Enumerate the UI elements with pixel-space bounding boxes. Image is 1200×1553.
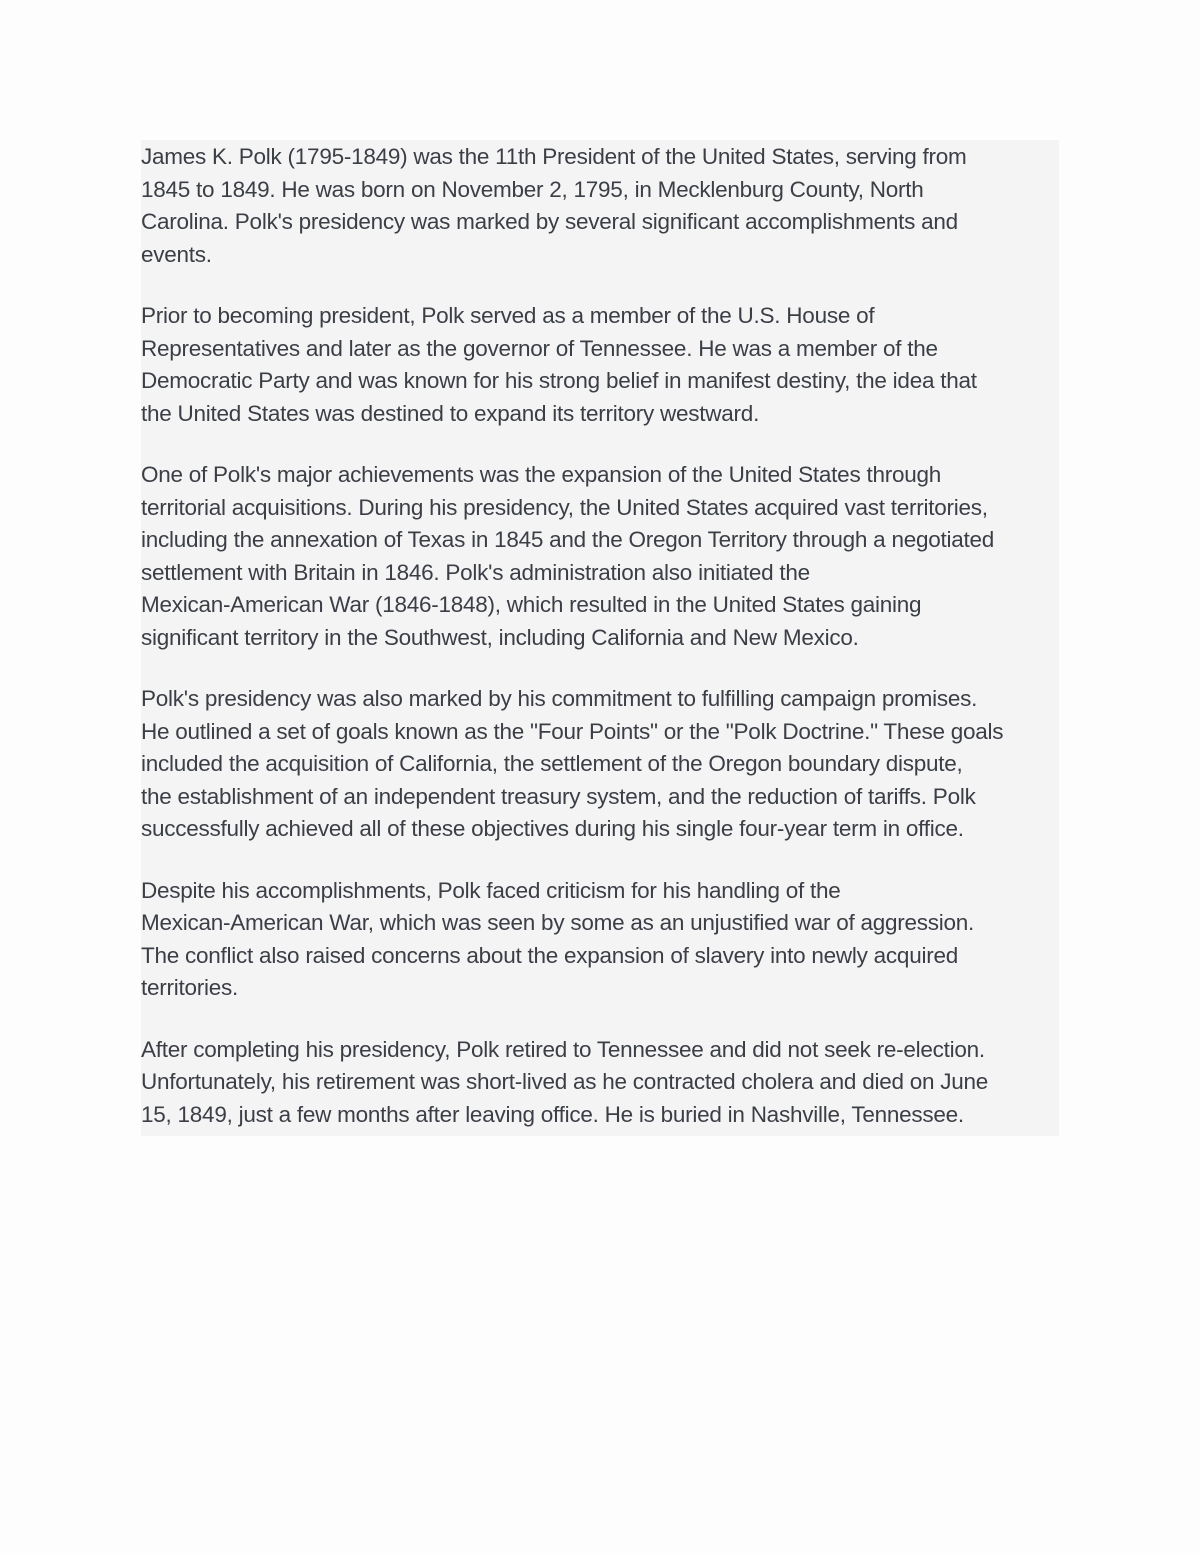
text-line: One of Polk's major achievements was the expansion of the United States through: [141, 462, 942, 487]
paragraph-6: [141, 1034, 1059, 1132]
text-line: Polk's presidency was also marked by his commitment to fulfilling campaign promises.: [141, 686, 978, 711]
text-line: The conflict also raised concerns about the expansion of slavery into newly acquired: [141, 942, 958, 968]
text-line: Mexican-American War (1846-1848), which resulted in the United States gaining: [141, 592, 922, 617]
text-line: territories.: [141, 975, 239, 1000]
text-line: significant territory in the Southwest, including California and New Mexico.: [141, 624, 859, 650]
text-line: Unfortunately, his retirement was short-lived as he contracted cholera and died on June: [141, 1069, 989, 1094]
text-line: including the annexation of Texas in 1845 and the Oregon Territory through a negotiated: [141, 527, 995, 552]
paragraph-3: [141, 459, 1059, 654]
text-line: events.: [141, 241, 212, 267]
text-block: [141, 140, 1059, 1136]
text-line: After completing his presidency, Polk retired to Tennessee and did not seek re-election.: [141, 1036, 985, 1062]
text-line: territorial acquisitions. During his presidency, the United States acquired vast territories,: [141, 494, 988, 520]
paragraph-2: [141, 300, 1059, 430]
text-line: Democratic Party and was known for his strong belief in manifest destiny, the idea that: [141, 368, 977, 393]
text-line: Despite his accomplishments, Polk faced criticism for his handling of the: [141, 877, 841, 903]
text-line: Prior to becoming president, Polk served as a member of the U.S. House of: [141, 303, 875, 328]
text-line: Mexican-American War, which was seen by some as an unjustified war of aggression.: [141, 910, 975, 935]
text-line: James K. Polk (1795-1849) was the 11th President of the United States, serving from: [141, 144, 967, 169]
text-line: Carolina. Polk's presidency was marked by several significant accomplishments and: [141, 209, 958, 234]
text-line: Representatives and later as the governor of Tennessee. He was a member of the: [141, 335, 938, 361]
paragraph-1: [141, 141, 1059, 271]
text-line: included the acquisition of California, the settlement of the Oregon boundary dispute,: [141, 751, 963, 776]
text-line: the establishment of an independent treasury system, and the reduction of tariffs. Polk: [141, 783, 976, 809]
text-line: settlement with Britain in 1846. Polk's administration also initiated the: [141, 559, 810, 585]
paragraph-5: [141, 875, 1059, 1005]
text-line: 1845 to 1849. He was born on November 2, 1795, in Mecklenburg County, North: [141, 176, 924, 202]
text-line: He outlined a set of goals known as the "Four Points" or the "Polk Doctrine." These goals: [141, 718, 1004, 744]
text-line: the United States was destined to expand its territory westward.: [141, 400, 760, 426]
paragraph-4: [141, 683, 1059, 846]
text-line: successfully achieved all of these objectives during his single four-year term in office.: [141, 816, 964, 841]
text-line: 15, 1849, just a few months after leaving office. He is buried in Nashville, Tennessee.: [141, 1101, 964, 1127]
